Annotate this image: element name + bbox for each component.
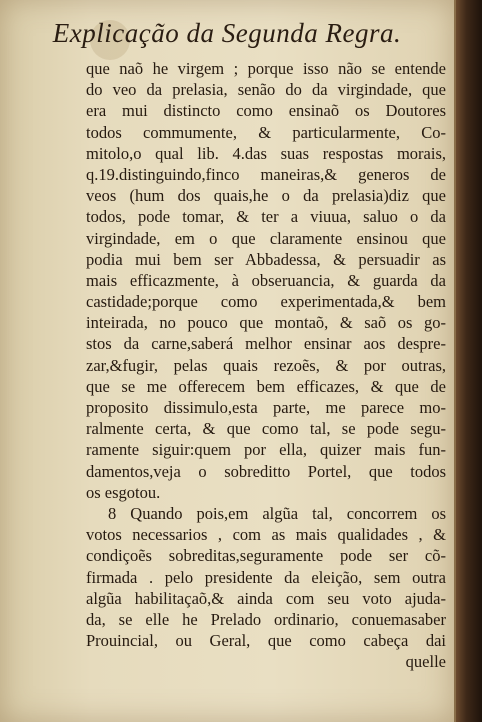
text-line: todos commumente, & particularmente, Co-: [86, 122, 446, 142]
text-line: castidade;porque como experimentada,& bem: [86, 292, 446, 312]
text-line: Prouincial, ou Geral, que como cabeça dai: [86, 631, 446, 651]
text-line: ramente siguir:quem por ella, quizer mais fun-: [86, 440, 446, 460]
running-title: Explicação da Segunda Regra.: [52, 18, 402, 48]
text-line: damentos,veja o sobreditto Portel, que todos: [86, 461, 446, 481]
text-line: zar,&fugir, pelas quais rezoẽs, & por outras,: [86, 355, 446, 375]
body-text: [86, 58, 446, 672]
text-line: podia mui bem ser Abbadessa, & persuadir as: [86, 249, 446, 269]
text-line: ralmente certa, & que como tal, se pode segu-: [86, 419, 446, 439]
text-line: proposito dissimulo,esta parte, me parece mo-: [86, 398, 446, 417]
book-binding-edge: [456, 0, 482, 722]
text-line: condiçoẽs sobreditas,seguramente pode ser cõ-: [86, 546, 446, 566]
text-line: os esgotou.: [86, 482, 161, 502]
text-line: todos, pode tomar, & ter a viuua, saluo o da: [86, 207, 446, 227]
text-line: 8 Quando pois,em algũa tal, concorrem os: [108, 503, 446, 523]
text-line: firmada . pelo presidente da eleição, sem outra: [86, 567, 446, 587]
text-line: q.19.distinguindo,finco maneiras,& generos de: [86, 164, 446, 184]
text-line: do veo da prelasia, senão do da virgindade, que: [86, 80, 446, 100]
text-line: era mui distincto como ensinaõ os Doutores: [86, 101, 446, 121]
text-line: inteirada, no pouco que montaõ, & saõ os go-: [86, 313, 446, 333]
text-line: mitolo,o qual lib. 4.das suas respostas morais,: [86, 143, 446, 163]
text-line: mais efficazmente, à obseruancia, & guarda da: [86, 270, 446, 290]
text-line: virgindade, em o que claramente ensinou que: [86, 228, 446, 248]
text-line: veos (hum dos quais,he o da prelasia)diz que: [86, 186, 446, 206]
text-line: votos necessarios , com as mais qualidades , &: [86, 525, 446, 545]
text-line: stos da carne,saberá melhor ensinar aos despre-: [86, 334, 446, 354]
text-line: da, se elle he Prelado ordinario, conuemasaber: [86, 609, 446, 629]
text-line: que se me offerecem bem efficazes, & que de: [86, 376, 446, 396]
text-line: algũa habilitaçaõ,& ainda com seu voto ajuda-: [86, 588, 446, 608]
text-line: que naõ he virgem ; porque isso não se entende: [86, 59, 446, 78]
text-line: quelle: [405, 652, 446, 672]
